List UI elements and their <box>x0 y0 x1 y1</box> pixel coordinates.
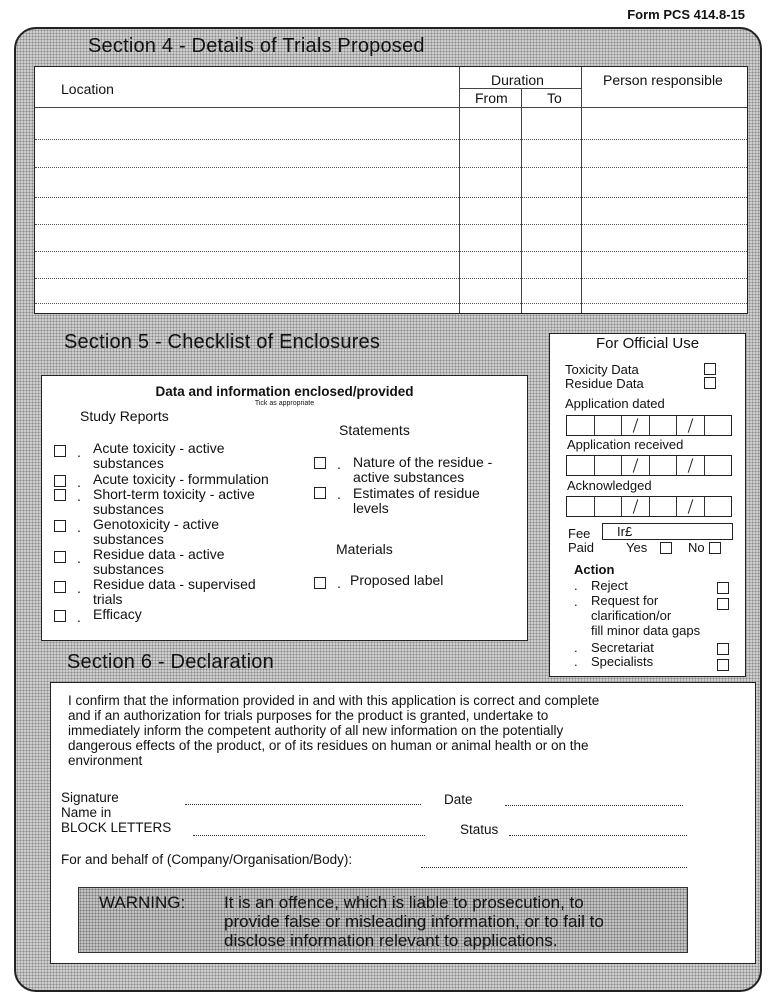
checkbox-residue-data-supervised[interactable] <box>54 581 66 593</box>
materials-heading: Materials <box>336 541 393 557</box>
study-reports-heading: Study Reports <box>80 408 169 424</box>
paid-yes-label: Yes <box>626 540 648 555</box>
checkbox-estimates-of-residue[interactable] <box>314 487 326 499</box>
col-duration: Duration <box>491 72 544 88</box>
paid-no-label: No <box>688 540 705 555</box>
statement-item: Estimates of residue levels <box>353 485 480 516</box>
checkbox-efficacy[interactable] <box>54 610 66 622</box>
action-secretariat-label: Secretariat <box>591 640 654 655</box>
fee-label: Fee <box>568 526 591 541</box>
on-behalf-field[interactable] <box>421 867 687 868</box>
checkbox-paid-no[interactable] <box>709 542 721 554</box>
application-received-field[interactable] <box>566 455 732 476</box>
col-person-responsible: Person responsible <box>603 72 723 88</box>
application-dated-field[interactable] <box>566 415 732 436</box>
checkbox-action-specialists[interactable] <box>717 659 729 671</box>
col-to: To <box>547 90 562 106</box>
official-use-panel: For Official Use Toxicity Data Residue Data Application dated Application received Acknowledged Fee Ir£ Paid Yes No Action . Reject . Request for clarification/or fill minor data gaps . Secretariat . Specialists <box>549 333 746 677</box>
residue-data-label: Residue Data <box>565 376 644 391</box>
statement-item: Nature of the residue - active substances <box>353 454 493 485</box>
checkbox-action-reject[interactable] <box>717 582 729 594</box>
declaration-text: I confirm that the information provided in and with this application is correct and complete and if an authorization for trials purposes for the product is granted, undertake to immediately inform the competent authority of all new information on the potentially dangerous effects of the product, or of its residues on human or animal health or on the environment <box>68 693 600 768</box>
official-use-title: For Official Use <box>595 335 700 352</box>
checkbox-paid-yes[interactable] <box>660 542 672 554</box>
action-request-label: Request for clarification/or fill minor data gaps <box>591 593 701 638</box>
section6-title: Section 6 - Declaration <box>67 651 274 673</box>
acknowledged-label: Acknowledged <box>567 478 652 493</box>
block-letters-label: BLOCK LETTERS <box>61 820 172 835</box>
statements-heading: Statements <box>339 422 410 438</box>
name-in-label: Name in <box>61 805 112 820</box>
signature-label: Signature <box>61 790 119 805</box>
checkbox-residue-data-active[interactable] <box>54 551 66 563</box>
checkbox-action-secretariat[interactable] <box>717 643 729 655</box>
warning-text: It is an offence, which is liable to prosecution, to provide false or misleading information, or to fail to disclose information relevant to applications. <box>224 893 604 950</box>
checklist-subtitle: Tick as appropriate <box>254 400 315 407</box>
material-item: Proposed label <box>350 572 444 588</box>
trials-table <box>34 66 748 314</box>
status-label: Status <box>460 822 499 837</box>
acknowledged-field[interactable] <box>566 496 732 517</box>
declaration-panel <box>50 682 756 964</box>
study-report-item: Residue data - supervised trials <box>93 576 256 607</box>
study-report-item: Residue data - active substances <box>93 546 225 577</box>
signature-field[interactable] <box>185 804 421 805</box>
name-field[interactable] <box>193 835 425 836</box>
paid-label: Paid <box>568 540 595 555</box>
date-label: Date <box>444 792 473 807</box>
col-location: Location <box>61 81 114 97</box>
checkbox-acute-toxicity-formulation[interactable] <box>54 475 66 487</box>
status-field[interactable] <box>509 835 687 836</box>
toxicity-data-label: Toxicity Data <box>565 362 639 377</box>
study-report-item: Efficacy <box>93 606 142 622</box>
warning-label: WARNING: <box>99 893 186 912</box>
action-specialists-label: Specialists <box>591 654 654 669</box>
section5-title: Section 5 - Checklist of Enclosures <box>64 331 381 353</box>
form-code: Form PCS 414.8-15 <box>627 7 745 22</box>
study-report-item: Acute toxicity - formmulation <box>93 471 269 487</box>
action-reject-label: Reject <box>591 578 628 593</box>
fee-currency: Ir£ <box>617 524 633 539</box>
checkbox-nature-of-residue[interactable] <box>314 457 326 469</box>
application-dated-label: Application dated <box>565 396 665 411</box>
checkbox-toxicity-data[interactable] <box>704 363 716 375</box>
date-field[interactable] <box>505 805 683 806</box>
study-report-item: Acute toxicity - active substances <box>93 440 225 471</box>
on-behalf-label: For and behalf of (Company/Organisation/Body): <box>61 852 353 867</box>
checkbox-residue-data[interactable] <box>704 377 716 389</box>
checkbox-genotoxicity[interactable] <box>54 520 66 532</box>
checklist-title: Data and information enclosed/provided <box>155 384 414 399</box>
action-heading: Action <box>574 562 615 577</box>
application-received-label: Application received <box>567 437 684 452</box>
checkbox-proposed-label[interactable] <box>314 577 326 589</box>
study-report-item: Genotoxicity - active substances <box>93 516 220 547</box>
fee-field[interactable] <box>602 523 733 540</box>
checkbox-short-term-toxicity[interactable] <box>54 489 66 501</box>
enclosures-checklist: Data and information enclosed/provided Tick as appropriate Study Reports . Acute toxicity - active substances . Acute toxicity - formmulation . Short-term toxicity - active substances . Genotoxicity - active substances . Residue data - active substances . Residue data - supervised trials . Efficacy Statements . Nature of the residue - active substances . Estimates of residue levels Materials . Proposed label <box>41 375 528 641</box>
section4-title: Section 4 - Details of Trials Proposed <box>88 35 425 57</box>
study-report-item: Short-term toxicity - active substances <box>93 486 255 517</box>
checkbox-action-request[interactable] <box>717 598 729 610</box>
col-from: From <box>475 90 508 106</box>
warning-box <box>78 887 688 953</box>
checkbox-acute-toxicity-active[interactable] <box>54 445 66 457</box>
